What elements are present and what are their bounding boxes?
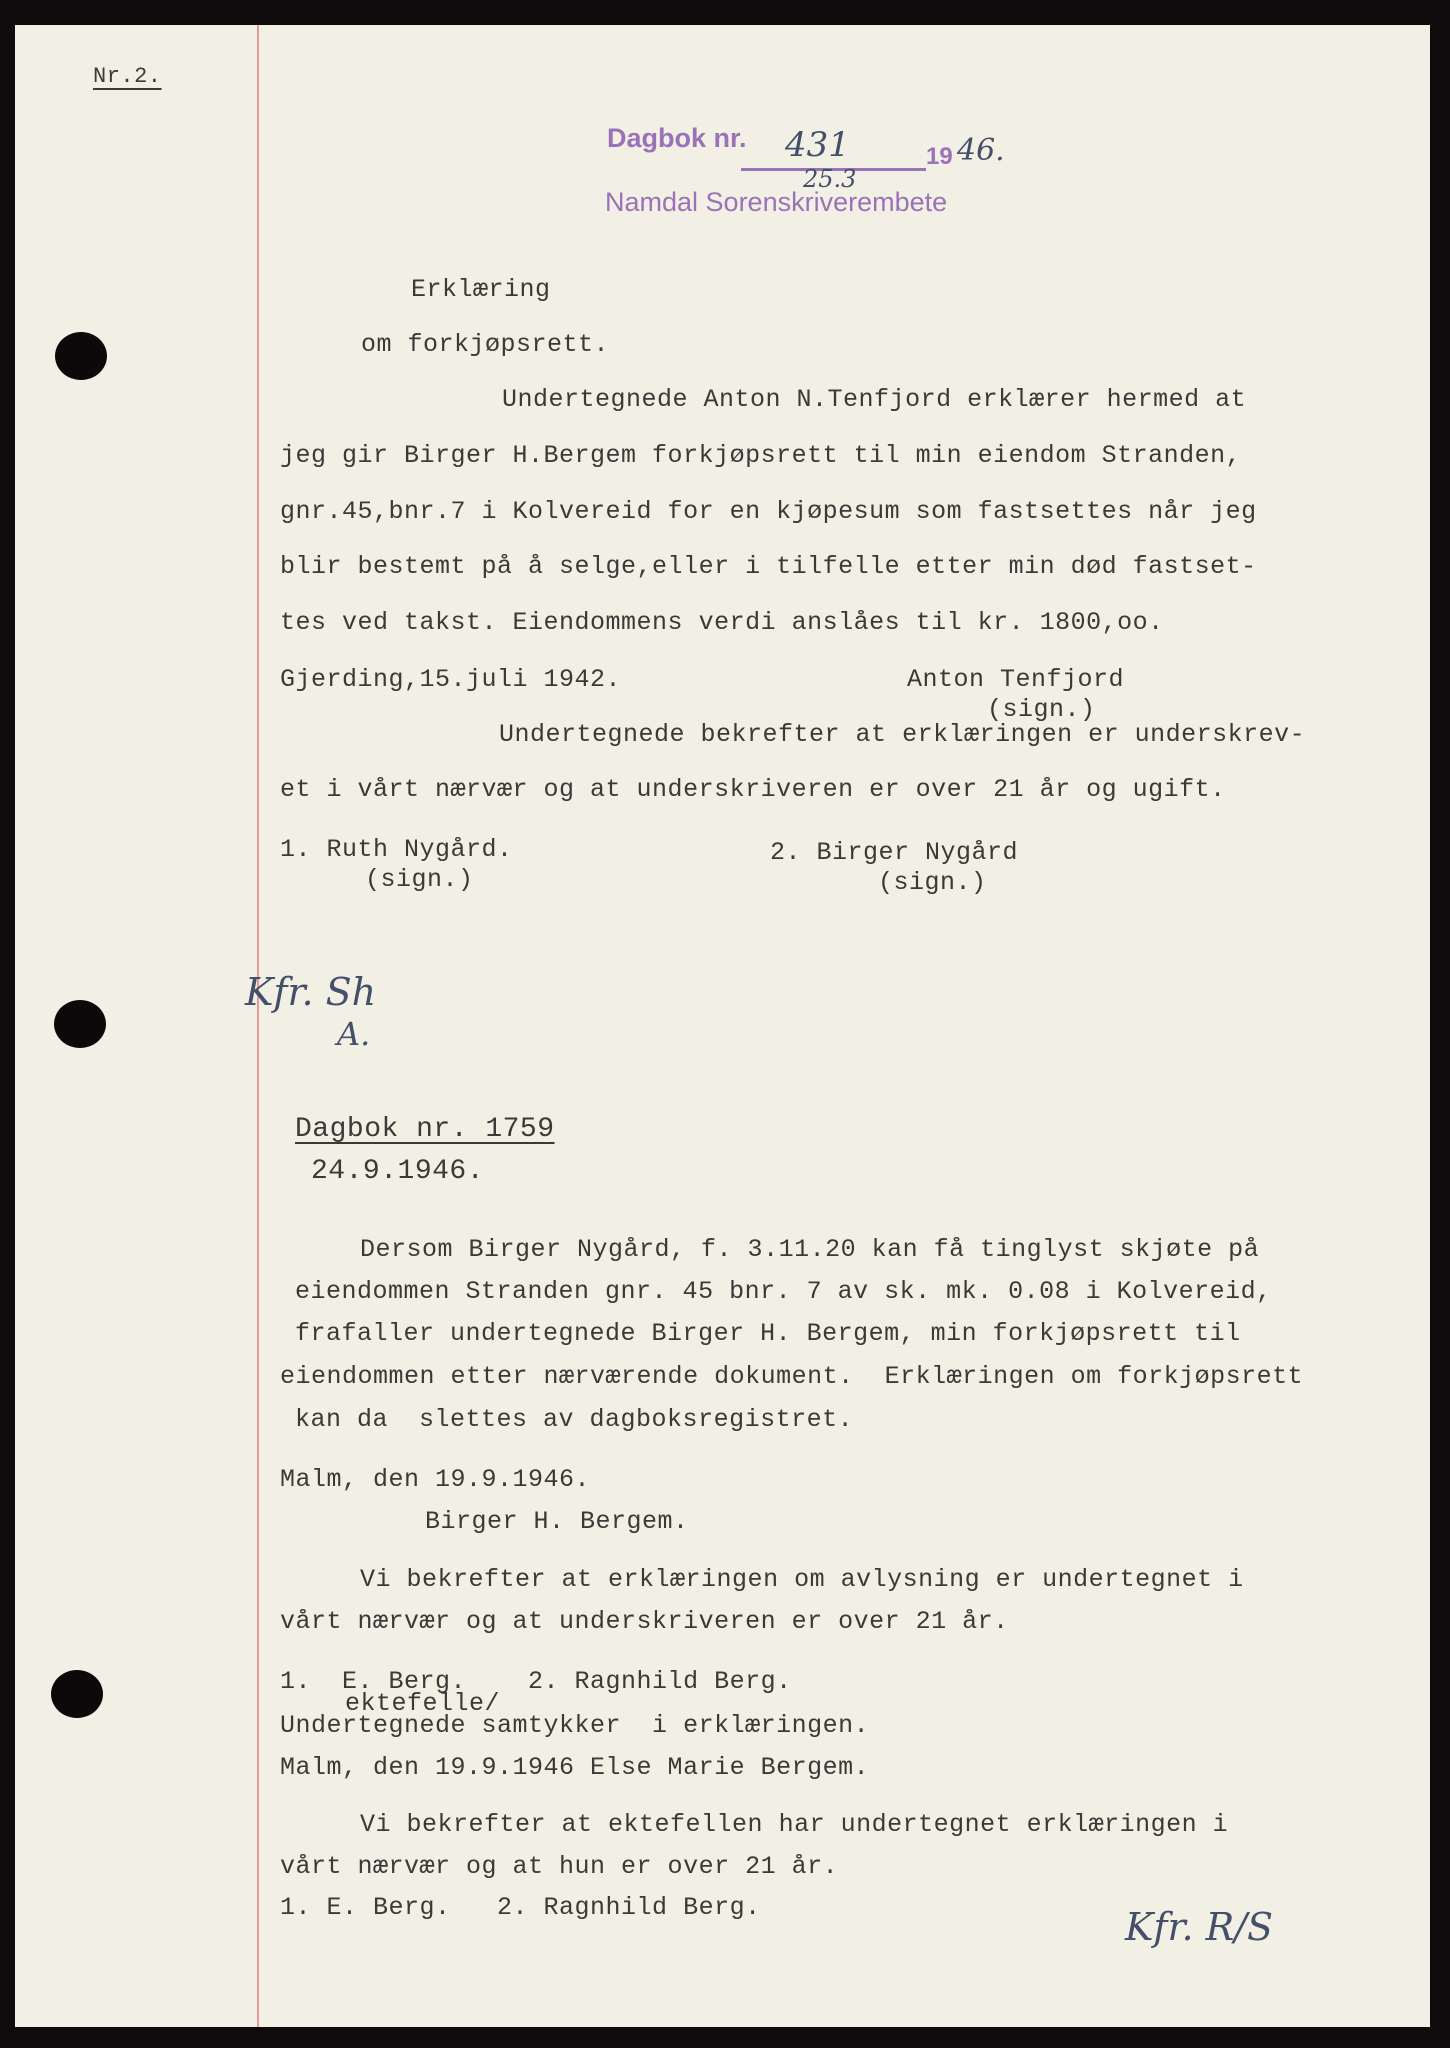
declaration2-line: Dersom Birger Nygård, f. 3.11.20 kan få tinglyst skjøte på — [360, 1235, 1260, 1264]
declaration2-line: eiendommen etter nærværende dokument. Erklæringen om forkjøpsrett — [280, 1362, 1304, 1391]
punch-hole-middle — [54, 1000, 106, 1048]
declaration-line: gnr.45,bnr.7 i Kolvereid for en kjøpesum som fastsettes når jeg — [280, 497, 1257, 526]
handwritten-note: Kfr. R/S — [1125, 1905, 1274, 1949]
witness-1-sign: (sign.) — [365, 865, 474, 894]
stamp-year-prefix: 19 — [926, 143, 953, 170]
handwritten-note: Kfr. Sh — [245, 970, 377, 1014]
declaration-line: blir bestemt på å selge,eller i tilfelle etter min død fastset- — [280, 552, 1257, 581]
declaration-line: Undertegnede Anton N.Tenfjord erklærer hermed at — [502, 385, 1247, 414]
place-date: Gjerding,15.juli 1942. — [280, 665, 622, 694]
stamp-date: 25.3 — [803, 165, 857, 193]
place-date: Malm, den 19.9.1946. — [280, 1465, 591, 1494]
page-number: Nr.2. — [93, 64, 162, 89]
spouse-confirm-line: vårt nærvær og at hun er over 21 år. — [280, 1852, 839, 1881]
confirm-line: vårt nærvær og at underskriveren er over 21 år. — [280, 1607, 1009, 1636]
witness-2: 2. Birger Nygård — [770, 838, 1019, 867]
declaration2-line: frafaller undertegnede Birger H. Bergem, min forkjøpsrett til — [295, 1319, 1241, 1348]
spouse-confirm-line: Vi bekrefter at ektefellen har undertegnet erklæringen i — [360, 1810, 1229, 1839]
signer-sign: (sign.) — [987, 695, 1096, 724]
handwritten-note: A. — [337, 1015, 371, 1053]
final-witnesses: 1. E. Berg. 2. Ragnhild Berg. — [280, 1893, 761, 1922]
consent-line: Undertegnede samtykker i erklæringen. — [280, 1711, 870, 1740]
document-page — [15, 25, 1430, 2027]
witness-text: Undertegnede bekrefter at erklæringen er underskrev- — [499, 720, 1306, 749]
confirm-line: Vi bekrefter at erklæringen om avlysning er undertegnet i — [360, 1565, 1244, 1594]
declaration-subtitle: om forkjøpsrett. — [361, 330, 610, 359]
stamp-label: Dagbok nr. — [607, 123, 747, 153]
declaration-line: tes ved takst. Eiendommens verdi anslåes til kr. 1800,oo. — [280, 608, 1164, 637]
margin-line — [257, 25, 259, 2027]
dagbok-header: Dagbok nr. 1759 — [295, 1114, 555, 1145]
stamp-year-suffix: 46. — [957, 133, 1005, 168]
declaration-title: Erklæring — [411, 275, 551, 304]
consent-place-date: Malm, den 19.9.1946 Else Marie Bergem. — [280, 1753, 870, 1782]
stamp-number: 431 — [785, 125, 850, 165]
signer-name: Anton Tenfjord — [907, 665, 1125, 694]
witness-2-sign: (sign.) — [878, 868, 987, 897]
witness-1: 1. Ruth Nygård. — [280, 835, 513, 864]
stamp-office: Namdal Sorenskriverembete — [605, 187, 948, 217]
declaration-line: jeg gir Birger H.Bergem forkjøpsrett til min eiendom Stranden, — [280, 441, 1242, 470]
signer-name: Birger H. Bergem. — [425, 1507, 689, 1536]
declaration2-line: eiendommen Stranden gnr. 45 bnr. 7 av sk. mk. 0.08 i Kolvereid, — [295, 1277, 1272, 1306]
punch-hole-top — [55, 332, 107, 380]
witnesses: 1. E. Berg. 2. Ragnhild Berg. — [280, 1667, 792, 1696]
witness-text: et i vårt nærvær og at underskriveren er over 21 år og ugift. — [280, 775, 1226, 804]
dagbok-date: 24.9.1946. — [311, 1156, 485, 1187]
punch-hole-bottom — [51, 1670, 103, 1718]
spouse-insert: ektefelle/ — [345, 1689, 501, 1718]
declaration2-line: kan da slettes av dagboksregistret. — [295, 1405, 854, 1434]
